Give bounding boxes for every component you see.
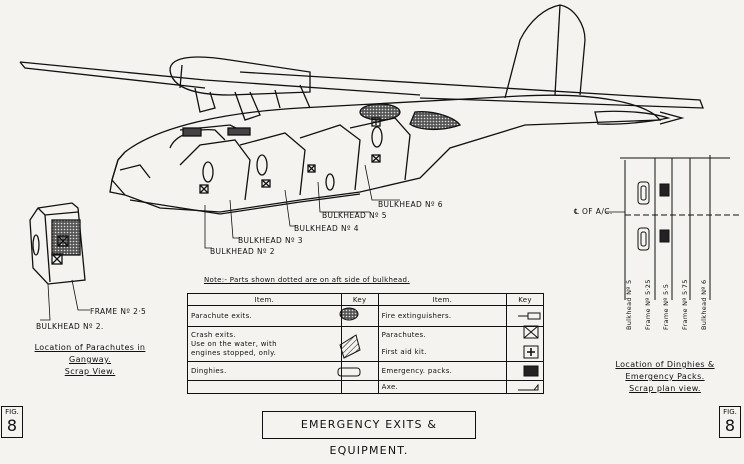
key-symbol-cell (341, 362, 378, 381)
item-header: Item. (188, 294, 342, 306)
key-symbol-cell (507, 381, 544, 394)
plan-label-frame-5-5: Frame Nº 5·5 (662, 283, 670, 330)
fig-word: FIG. (5, 408, 19, 416)
label-bulkhead-3: BULKHEAD Nº 3 (238, 236, 303, 245)
plan-label-frame-5-25: Frame Nº 5·25 (644, 279, 652, 330)
fig-box-left (1, 406, 23, 438)
key-line: Parachutes. (381, 331, 426, 339)
key-row (188, 306, 544, 327)
key-line: Use on the water, with (191, 339, 277, 348)
caption-line: Location of Dinghies & (615, 360, 715, 369)
key-item-empty (188, 381, 342, 394)
caption-line: Gangway. (68, 355, 112, 364)
key-header: Key (341, 294, 378, 306)
parachute-gangway-scrap-view (30, 203, 90, 320)
key-item-axe: Axe. (378, 381, 506, 394)
dinghy-plan-view (605, 155, 740, 300)
key-item-parachutes (378, 327, 506, 362)
plan-label-bulkhead-5: Bulkhead Nº 5 (625, 279, 633, 330)
label-centreline: ℄ OF A/C. (574, 207, 613, 216)
key-item-parachute-exits: Parachute exits. (188, 306, 342, 327)
key-symbol-cell (341, 306, 378, 327)
key-line: Crash exits. (191, 330, 236, 339)
key-item-fire-extinguishers: Fire extinguishers. (378, 306, 506, 327)
item-header: Item. (378, 294, 506, 306)
key-row (188, 327, 544, 362)
key-item-crash-exits (188, 327, 342, 362)
key-row (188, 381, 544, 394)
caption-parachutes (10, 342, 170, 378)
label-bulkhead-5: BULKHEAD Nº 5 (322, 211, 387, 220)
caption-line: Scrap View. (64, 367, 116, 376)
drawing-title: EMERGENCY EXITS & EQUIPMENT. (262, 411, 476, 439)
key-table (187, 293, 544, 394)
plan-label-bulkhead-6: Bulkhead Nº 6 (700, 279, 708, 330)
label-bulkhead-6: BULKHEAD Nº 6 (378, 200, 443, 209)
key-header: Key (507, 294, 544, 306)
key-symbol-cell (507, 362, 544, 381)
fig-number: 8 (6, 416, 18, 435)
key-line: First aid kit. (381, 348, 427, 356)
key-table-header (188, 294, 544, 306)
key-item-dinghies: Dinghies. (188, 362, 342, 381)
fig-word: FIG. (723, 408, 737, 416)
label-bulkhead-2: BULKHEAD Nº 2 (210, 247, 275, 256)
caption-line: Emergency Packs. (625, 372, 705, 381)
plan-label-frame-5-75: Frame Nº 5·75 (681, 279, 689, 330)
fig-number: 8 (724, 416, 736, 435)
caption-dinghies (590, 359, 740, 395)
key-line: engines stopped, only. (191, 348, 277, 357)
key-symbol-cell (341, 327, 378, 362)
key-symbol-cell (341, 381, 378, 394)
note-text: Note:- Parts shown dotted are on aft side of bulkhead. (204, 276, 410, 284)
key-symbol-cell (507, 306, 544, 327)
key-item-emergency-packs: Emergency. packs. (378, 362, 506, 381)
key-symbol-cell (507, 327, 544, 362)
fig-box-right (719, 406, 741, 438)
caption-line: Scrap plan view. (629, 384, 701, 393)
caption-line: Location of Parachutes in (34, 343, 146, 352)
label-bulkhead-2-scrap: BULKHEAD Nº 2. (36, 322, 104, 331)
label-frame-2-5: FRAME Nº 2·5 (90, 307, 147, 316)
label-bulkhead-4: BULKHEAD Nº 4 (294, 224, 359, 233)
key-row (188, 362, 544, 381)
